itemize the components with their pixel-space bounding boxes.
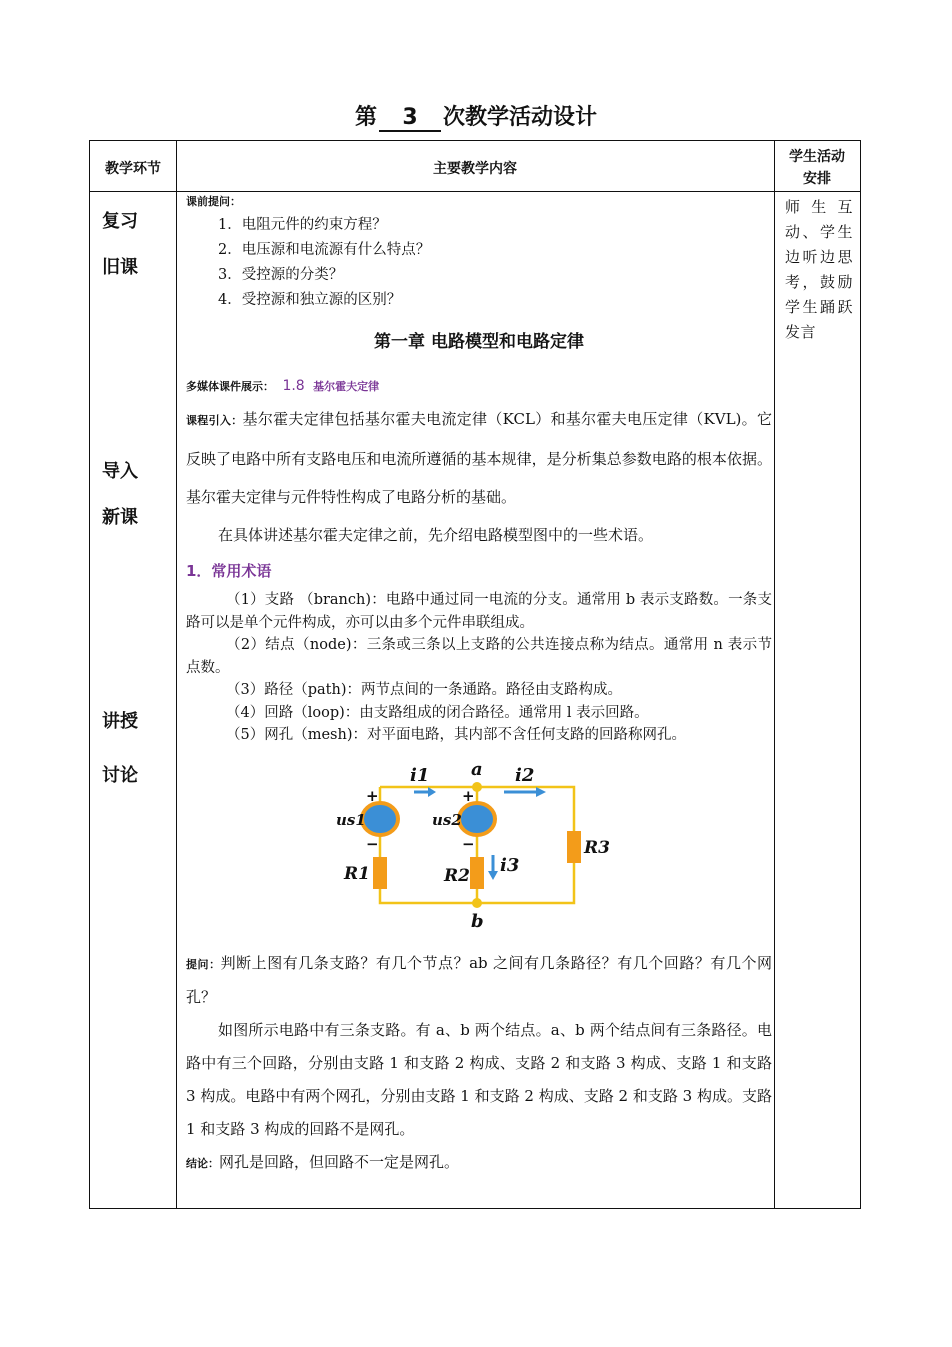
list-item: 1．电阻元件的约束方程？ (218, 217, 387, 233)
source-us1-icon (362, 803, 398, 835)
label-r1: R1 (344, 863, 370, 884)
list-item: （5）网孔（mesh)：对平面电路，其内部不含任何支路的回路称网孔。 (226, 727, 686, 743)
us1-minus: − (366, 834, 379, 853)
section-lecture-line2: 讨论 (102, 765, 138, 786)
section-lecture-line1: 讲授 (102, 711, 138, 732)
header-student-activity-line2: 安排 (803, 171, 831, 187)
label-i2: i2 (515, 764, 535, 786)
label-b: b (471, 910, 484, 932)
intro-paragraph-2: 在具体讲述基尔霍夫定律之前，先介绍电路模型图中的一些术语。 (218, 526, 654, 544)
section-intro-line1: 导入 (102, 461, 138, 482)
terms-list (186, 589, 772, 747)
conclusion-label: 结论： (186, 1156, 219, 1170)
media-title: 基尔霍夫定律 (313, 380, 380, 393)
intro-label: 课程引入： (186, 414, 243, 427)
question-paragraph (186, 947, 772, 1014)
column-divider (774, 141, 775, 1208)
resistor-r1-icon (373, 857, 387, 889)
lesson-table (89, 140, 861, 1209)
page-title (0, 100, 952, 132)
node-b-dot (472, 898, 482, 908)
header-divider (90, 191, 860, 192)
list-item: 3．受控源的分类？ (218, 267, 344, 283)
section-review-line1: 复习 (102, 211, 138, 232)
question-list (186, 213, 772, 313)
section-review (90, 207, 176, 279)
preclass-label: 课前提问： (186, 195, 241, 208)
title-number: 3 (379, 105, 441, 132)
label-a: a (471, 758, 483, 780)
label-us1: us1 (336, 810, 366, 829)
conclusion-paragraph (186, 1146, 772, 1180)
title-suffix: 次教学活动设计 (443, 105, 598, 130)
us2-plus: + (462, 786, 475, 805)
circuit-diagram (328, 753, 618, 933)
title-prefix: 第 (354, 105, 377, 130)
label-us2: us2 (432, 810, 462, 829)
column-divider (176, 141, 177, 1208)
question-text: 判断上图有几条支路？有几个节点？ab 之间有几条路径？有几个回路？有几个网孔？ (186, 953, 773, 1006)
main-content (186, 193, 772, 1180)
question-label: 提问： (186, 957, 221, 971)
list-item: （2）结点（node)：三条或三条以上支路的公共连接点称为结点。通常用 n 表示节点数。 (186, 637, 772, 676)
student-activity-text: 师生互动、学生边听边思考，鼓励学生踊跃发言 (785, 198, 853, 341)
section-review-line2: 旧课 (102, 257, 138, 278)
header-student-activity (774, 146, 860, 190)
media-number: 1.8 (282, 378, 305, 394)
media-label: 多媒体课件展示： (186, 380, 274, 393)
list-item: 4．受控源和独立源的区别？ (218, 292, 402, 308)
label-r3: R3 (584, 837, 610, 858)
label-i1: i1 (410, 764, 430, 786)
answer-paragraph: 如图所示电路中有三条支路。有 a、b 两个结点。a、b 两个结点间有三条路径。电路中有三个回路，分别由支路 1 和支路 2 构成、支路 2 和支路 3 构成、支路 1 和支路 3 构成。电路中有两个网孔，分别由支路 1 和支路 2 构成、支路 2 和支路 3 构成。支路 1 和支路 3 构成的回路不是网孔。 (186, 1020, 772, 1138)
list-item: 2．电压源和电流源有什么特点？ (218, 242, 431, 258)
header-student-activity-line1: 学生活动 (789, 149, 845, 165)
conclusion-text: 网孔是回路，但回路不一定是网孔。 (219, 1152, 460, 1171)
intro-paragraph (186, 400, 772, 516)
terms-heading: 1．常用术语 (186, 562, 272, 580)
header-teaching-stage: 教学环节 (105, 161, 161, 177)
list-item: （4）回路（loop)：由支路组成的闭合路径。通常用 l 表示回路。 (226, 704, 649, 721)
header-main-content: 主要教学内容 (433, 161, 517, 177)
section-intro-line2: 新课 (102, 507, 138, 528)
intro-text: 基尔霍夫定律包括基尔霍夫电流定律（KCL）和基尔霍夫电压定律（KVL)。它反映了电路中所有支路电压和电流所遵循的基本规律，是分析集总参数电路的根本依据。基尔霍夫定律与元件特性构成了电路分析的基础。 (186, 410, 772, 506)
list-item: （1）支路 （branch)：电路中通过同一电流的分支。通常用 b 表示支路数。一条支路可以是单个元件构成，亦可以由多个元件串联组成。 (186, 592, 772, 631)
section-lecture (90, 707, 176, 787)
section-intro (90, 457, 176, 529)
chapter-title: 第一章 电路模型和电路定律 (374, 332, 584, 352)
label-i3: i3 (500, 854, 520, 876)
resistor-r3-icon (567, 831, 581, 863)
source-us2-icon (459, 803, 495, 835)
list-item: （3）路径（path)：两节点间的一条通路。路径由支路构成。 (226, 682, 622, 698)
label-r2: R2 (444, 865, 470, 886)
us2-minus: − (462, 834, 475, 853)
media-line (186, 378, 772, 394)
resistor-r2-icon (470, 857, 484, 889)
us1-plus: + (366, 786, 379, 805)
